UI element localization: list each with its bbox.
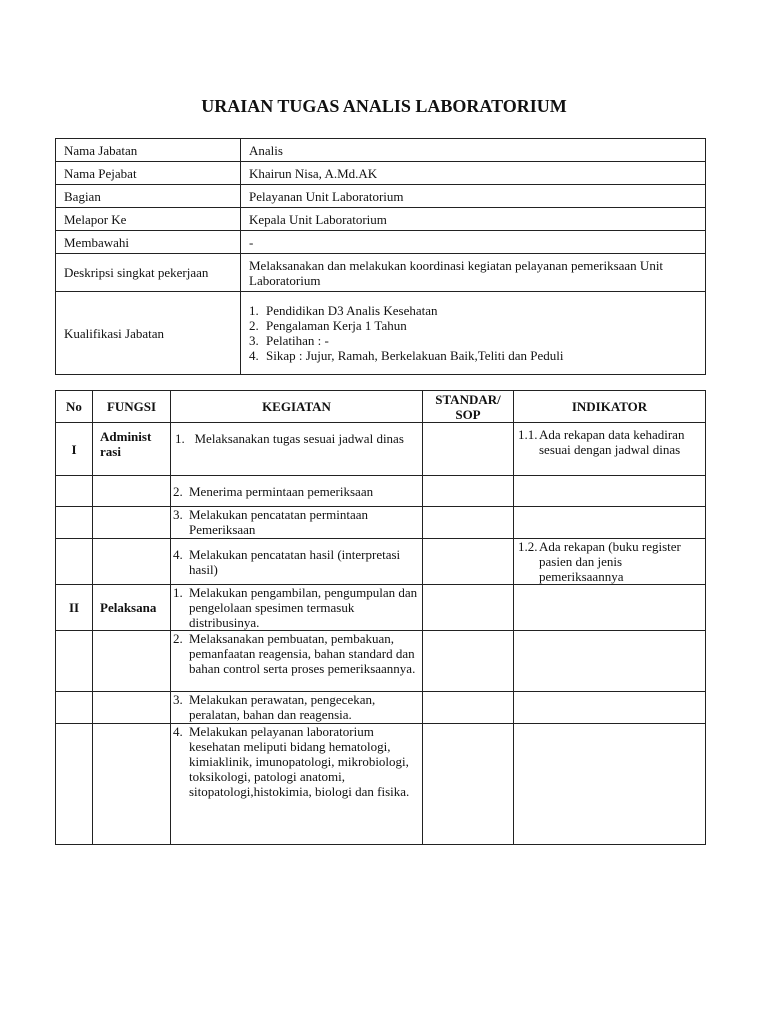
table-header-row	[56, 391, 706, 423]
activity-cell	[171, 692, 423, 724]
activity-text: Melakukan perawatan, pengecekan, peralatan, bahan dan reagensia.	[189, 692, 376, 722]
table-row	[56, 692, 706, 724]
list-item	[249, 333, 697, 348]
activity-cell	[171, 724, 423, 845]
empty-cell	[93, 631, 171, 692]
indicator-cell	[514, 631, 706, 692]
activity-number: 2.	[173, 483, 183, 499]
table-row	[56, 185, 706, 208]
group-function: Pelaksana	[93, 585, 171, 631]
info-table	[55, 138, 706, 375]
activity	[171, 631, 422, 676]
activity-text: Melakukan pencatatan hasil (interpretasi hasil)	[189, 546, 401, 577]
activity-cell	[171, 631, 423, 692]
list-text: Pelatihan : -	[266, 333, 329, 348]
empty-cell	[93, 476, 171, 507]
info-label: Deskripsi singkat pekerjaan	[56, 254, 241, 292]
activity-cell	[171, 507, 423, 539]
group-number: I	[56, 423, 93, 476]
empty-cell	[56, 507, 93, 539]
list-text: Pengalaman Kerja 1 Tahun	[266, 318, 407, 333]
list-number: 4.	[249, 348, 259, 363]
indicator-number: 1.2.	[518, 539, 538, 554]
info-label: Melapor Ke	[56, 208, 241, 231]
info-label: Bagian	[56, 185, 241, 208]
table-row	[56, 476, 706, 507]
table-row	[56, 162, 706, 185]
header-kegiatan: KEGIATAN	[171, 391, 423, 423]
activity	[171, 507, 422, 537]
info-value: Kepala Unit Laboratorium	[241, 208, 706, 231]
activity-cell	[171, 539, 423, 585]
activity-number: 2.	[173, 631, 183, 646]
info-label: Nama Pejabat	[56, 162, 241, 185]
indicator-text: Ada rekapan data kehadiran sesuai dengan jadwal dinas	[539, 427, 685, 457]
group-function: Administ rasi	[93, 423, 171, 476]
table-row	[56, 585, 706, 631]
table-row	[56, 507, 706, 539]
page-title: URAIAN TUGAS ANALIS LABORATORIUM	[201, 96, 567, 116]
table-row	[56, 423, 706, 476]
activity-text: Melakukan pencatatan permintaan Pemeriksaan	[189, 507, 369, 537]
activity	[171, 585, 422, 630]
activity-number: 3.	[173, 692, 183, 707]
info-label: Membawahi	[56, 231, 241, 254]
info-value: Analis	[241, 139, 706, 162]
standard-cell	[423, 507, 514, 539]
empty-cell	[56, 539, 93, 585]
indicator-cell	[514, 476, 706, 507]
list-text: Sikap : Jujur, Ramah, Berkelakuan Baik,Teliti dan Peduli	[266, 348, 564, 363]
activity	[171, 547, 422, 577]
info-value: Melaksanakan dan melakukan koordinasi kegiatan pelayanan pemeriksaan Unit Laboratorium	[241, 254, 706, 292]
list-item	[249, 348, 697, 363]
activity-text: Melaksanakan pembuatan, pembakuan, pemanfaatan reagensia, bahan standard dan bahan control serta proses pemeriksaannya.	[189, 631, 416, 676]
info-value: -	[241, 231, 706, 254]
empty-cell	[93, 692, 171, 724]
activity	[171, 692, 422, 722]
table-row	[56, 254, 706, 292]
indicator	[514, 539, 705, 584]
header-no: No	[56, 391, 93, 423]
indicator-cell	[514, 507, 706, 539]
empty-cell	[93, 539, 171, 585]
table-row	[56, 631, 706, 692]
header-standar: STANDAR/ SOP	[423, 391, 514, 423]
qualification-list	[249, 303, 697, 363]
activity-number: 3.	[173, 507, 183, 522]
indicator-text: Ada rekapan (buku register pasien dan jenis pemeriksaannya	[539, 539, 681, 584]
table-row	[56, 231, 706, 254]
standard-cell	[423, 724, 514, 845]
list-item	[249, 318, 697, 333]
indicator-cell	[514, 724, 706, 845]
table-row	[56, 539, 706, 585]
header-indikator: INDIKATOR	[514, 391, 706, 423]
activity-cell	[171, 585, 423, 631]
empty-cell	[93, 724, 171, 845]
list-number: 3.	[249, 333, 259, 348]
activity	[171, 423, 422, 446]
duties-table	[55, 390, 706, 845]
list-number: 1.	[249, 303, 259, 318]
empty-cell	[56, 724, 93, 845]
table-row	[56, 292, 706, 375]
standard-cell	[423, 692, 514, 724]
activity	[171, 724, 422, 799]
activity-number: 1.	[175, 431, 185, 446]
activity-text: Melakukan pelayanan laboratorium kesehatan meliputi bidang hematologi, kimiaklinik, imunopatologi, mikrobiologi, toksikologi, patologi anatomi, sitopatologi,histokimia, biologi dan fisika.	[189, 724, 410, 799]
standard-cell	[423, 476, 514, 507]
table-row	[56, 139, 706, 162]
empty-cell	[56, 692, 93, 724]
info-label: Kualifikasi Jabatan	[56, 292, 241, 375]
activity-number: 1.	[173, 585, 183, 600]
qualification-cell	[241, 292, 706, 375]
table-row	[56, 208, 706, 231]
info-value: Pelayanan Unit Laboratorium	[241, 185, 706, 208]
activity-cell	[171, 423, 423, 476]
activity-text: Menerima permintaan pemeriksaan	[189, 483, 374, 499]
table-row	[56, 724, 706, 845]
activity-text: Melakukan pengambilan, pengumpulan dan pengelolaan spesimen termasuk distribusinya.	[189, 585, 418, 630]
info-value: Khairun Nisa, A.Md.AK	[241, 162, 706, 185]
header-fungsi: FUNGSI	[93, 391, 171, 423]
list-item	[249, 303, 697, 318]
activity-cell	[171, 476, 423, 507]
indicator-cell	[514, 585, 706, 631]
standard-cell	[423, 539, 514, 585]
indicator	[514, 423, 705, 457]
info-label: Nama Jabatan	[56, 139, 241, 162]
activity-number: 4.	[173, 724, 183, 739]
indicator-cell	[514, 539, 706, 585]
group-number: II	[56, 585, 93, 631]
list-text: Pendidikan D3 Analis Kesehatan	[266, 303, 438, 318]
activity-number: 4.	[173, 546, 183, 562]
empty-cell	[56, 631, 93, 692]
list-number: 2.	[249, 318, 259, 333]
standard-cell	[423, 631, 514, 692]
indicator-cell	[514, 423, 706, 476]
indicator-number: 1.1.	[518, 427, 538, 442]
indicator-cell	[514, 692, 706, 724]
standard-cell	[423, 585, 514, 631]
empty-cell	[56, 476, 93, 507]
activity-text: Melaksanakan tugas sesuai jadwal dinas	[194, 431, 404, 446]
activity	[171, 484, 422, 499]
standard-cell	[423, 423, 514, 476]
empty-cell	[93, 507, 171, 539]
